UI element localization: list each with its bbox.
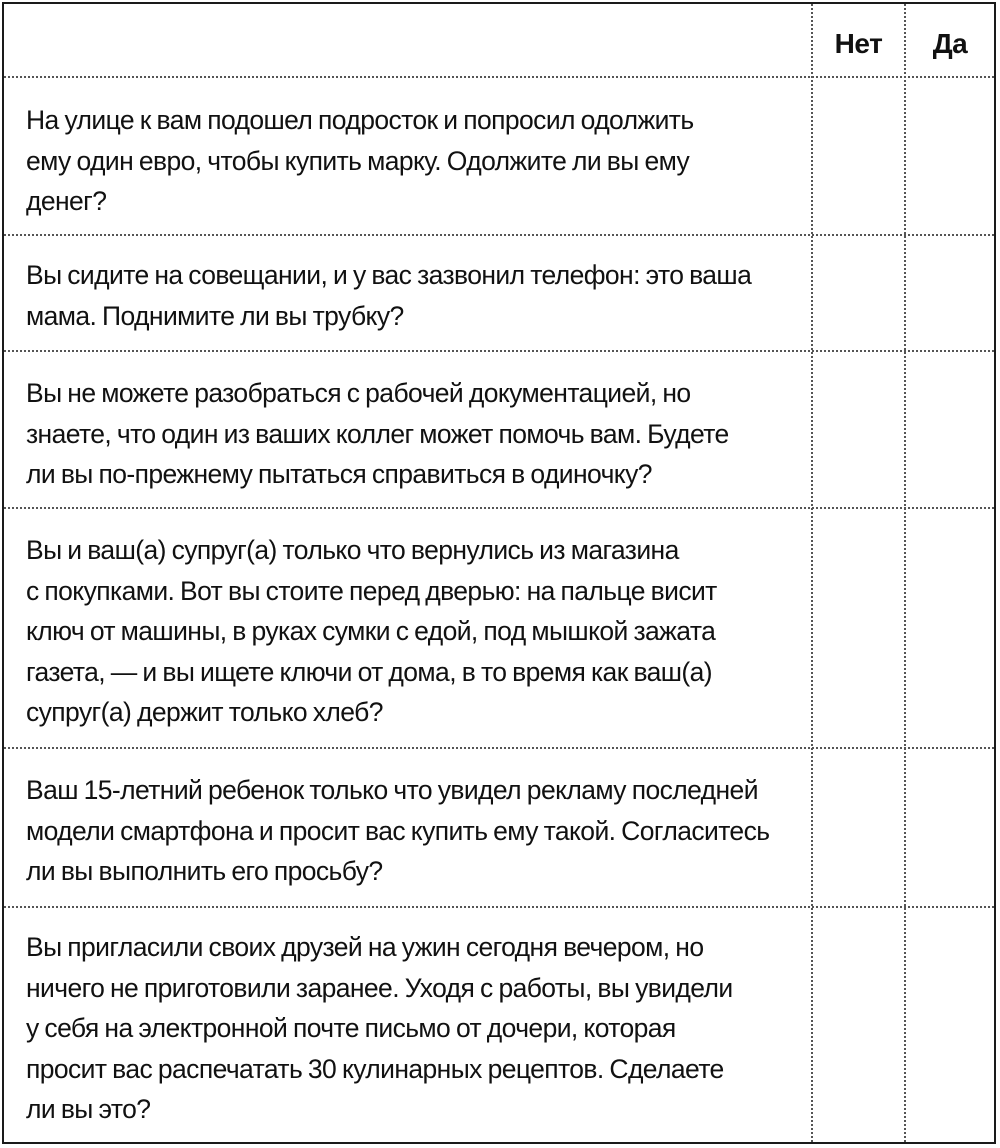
answer-yes-cell[interactable] — [906, 908, 994, 1142]
table-row — [4, 749, 994, 908]
table-header-row — [4, 4, 994, 78]
answer-yes-cell[interactable] — [906, 509, 994, 747]
answer-no-cell[interactable] — [813, 509, 904, 747]
questionnaire-table — [2, 2, 996, 1144]
answer-no-cell[interactable] — [813, 749, 904, 906]
answer-no-cell[interactable] — [813, 78, 904, 234]
table-row — [4, 352, 994, 509]
answer-yes-cell[interactable] — [906, 352, 994, 507]
table-row — [4, 78, 994, 236]
column-divider-yes — [904, 4, 906, 1142]
answer-no-cell[interactable] — [813, 908, 904, 1142]
table-row — [4, 236, 994, 352]
question-text: Вы не можете разобраться с рабочей документацией, но знаете, что один из ваших коллег может помочь вам. Будете ли вы по-прежнему пытаться справиться в одиночку? — [26, 378, 729, 489]
question-text: Вы пригласили своих друзей на ужин сегодня вечером, но ничего не приготовили заранее. Уходя с работы, вы увидели у себя на электронной почте письмо от дочери, которая просит вас распечатать 30 кулинарных рецептов. Сделаете ли вы это? — [26, 932, 733, 1124]
question-text: Вы и ваш(а) супруг(а) только что вернулись из магазина с покупками. Вот вы стоите перед дверью: на пальце висит ключ от машины, в руках сумки с едой, под мышкой зажата газета, — и вы ищете ключи от дома, в то время как ваш(а) супруг(а) держит только хлеб? — [26, 535, 717, 727]
table-row — [4, 908, 994, 1142]
column-header-no: Нет — [834, 28, 883, 59]
question-text: На улице к вам подошел подросток и попросил одолжить ему один евро, чтобы купить марку. Одолжите ли вы ему денег? — [26, 105, 694, 216]
answer-yes-cell[interactable] — [906, 749, 994, 906]
table-row — [4, 509, 994, 749]
question-text: Ваш 15-летний ребенок только что увидел рекламу последней модели смартфона и просит вас купить ему такой. Согласитесь ли вы выполнить его просьбу? — [26, 775, 770, 886]
answer-no-cell[interactable] — [813, 236, 904, 350]
answer-yes-cell[interactable] — [906, 78, 994, 234]
column-header-yes: Да — [932, 28, 968, 59]
question-text: Вы сидите на совещании, и у вас зазвонил телефон: это ваша мама. Поднимите ли вы трубку? — [26, 260, 752, 331]
answer-yes-cell[interactable] — [906, 236, 994, 350]
column-divider-no — [811, 4, 813, 1142]
answer-no-cell[interactable] — [813, 352, 904, 507]
